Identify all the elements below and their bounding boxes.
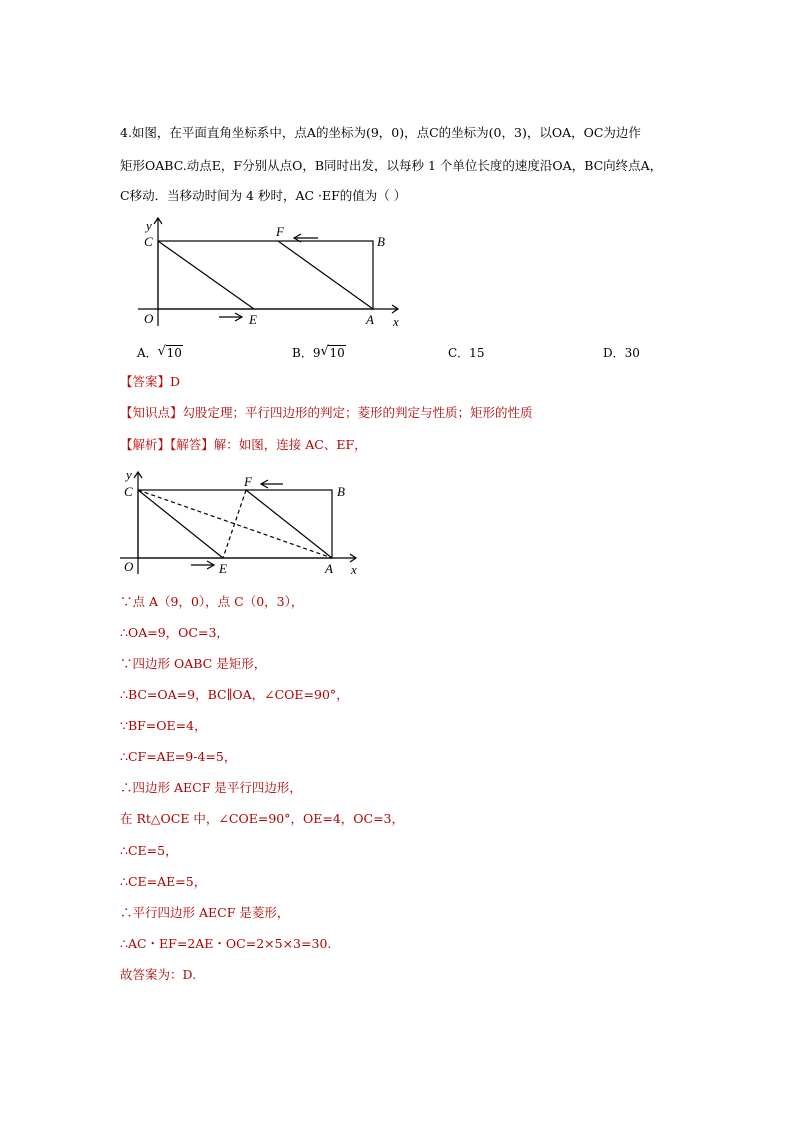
step-6: ∴CF=AE=9-4=5，	[120, 749, 237, 764]
segment-fa	[246, 490, 332, 558]
choice-a-radicand: 10	[166, 346, 182, 360]
label-y: y	[126, 467, 132, 482]
question-figure	[136, 214, 416, 334]
knowledge-line	[120, 405, 533, 421]
analysis-line	[120, 437, 367, 453]
label-a: A	[366, 312, 374, 327]
choice-b	[292, 344, 346, 361]
segment-fa	[278, 241, 373, 309]
choice-b-prefix: B．9	[292, 346, 321, 360]
label-x: x	[351, 562, 357, 577]
question-line-2: 矩形OABC.动点E，F分别从点O，B同时出发，以每秒 1 个单位长度的速度沿OA，BC向终点A，	[120, 158, 663, 173]
step-5: ∵BF=OE=4，	[120, 718, 207, 733]
analysis-text: 解：如图，连接 AC、EF，	[213, 437, 367, 452]
step-9: ∴CE=5，	[120, 843, 178, 858]
label-x: x	[393, 314, 399, 329]
step-10: ∴CE=AE=5，	[120, 874, 207, 889]
choice-a-prefix: A．	[137, 346, 158, 360]
rectangle-oabc	[158, 241, 373, 309]
segment-ce	[138, 490, 223, 558]
step-3: ∵四边形 OABC 是矩形，	[120, 656, 267, 671]
choice-d: D．30	[603, 346, 640, 360]
label-o: O	[124, 559, 134, 574]
sqrt-symbol: √ 10	[157, 344, 182, 360]
step-11: ∴平行四边形 AECF 是菱形，	[120, 905, 290, 920]
knowledge-tag: 【知识点】	[120, 405, 183, 420]
step-12: ∴AC・EF=2AE・OC=2×5×3=30.	[120, 936, 332, 951]
question-line-1: 4.如图，在平面直角坐标系中，点A的坐标为(9，0)，点C的坐标为(0，3)，以OA，OC为边作	[120, 125, 641, 140]
choice-a	[137, 344, 183, 361]
answer-line	[120, 374, 180, 390]
label-f: F	[276, 224, 284, 239]
label-b: B	[337, 484, 345, 499]
solution-figure	[118, 466, 368, 578]
question-line-3: C移动．当移动时间为 4 秒时，AC ·EF的值为（ ）	[120, 188, 407, 203]
label-o: O	[144, 311, 154, 326]
choice-c: C．15	[448, 346, 485, 360]
segment-ce	[158, 241, 254, 309]
diagonal-ef	[223, 490, 246, 558]
answer-value: D	[170, 374, 181, 389]
label-c: C	[144, 234, 153, 249]
choice-b-radicand: 10	[329, 346, 345, 360]
step-4: ∴BC=OA=9，BC∥OA，∠COE=90°，	[120, 687, 349, 702]
step-8: 在 Rt△OCE 中，∠COE=90°，OE=4，OC=3，	[120, 811, 405, 826]
label-a: A	[325, 561, 333, 576]
analysis-tag: 【解析】【解答】	[120, 437, 214, 452]
label-b: B	[377, 234, 385, 249]
label-f: F	[244, 474, 252, 489]
knowledge-text: 勾股定理；平行四边形的判定；菱形的判定与性质；矩形的性质	[182, 405, 533, 420]
sqrt-symbol: √ 10	[320, 344, 345, 360]
label-y: y	[146, 218, 152, 233]
step-2: ∴OA=9，OC=3，	[120, 625, 229, 640]
label-e: E	[249, 312, 257, 327]
step-1: ∵点 A（9，0），点 C（0，3），	[120, 594, 304, 609]
label-c: C	[124, 484, 133, 499]
label-e: E	[219, 561, 227, 576]
step-7: ∴四边形 AECF 是平行四边形，	[120, 780, 302, 795]
conclusion: 故答案为：D.	[120, 967, 197, 982]
answer-tag: 【答案】	[120, 374, 171, 389]
